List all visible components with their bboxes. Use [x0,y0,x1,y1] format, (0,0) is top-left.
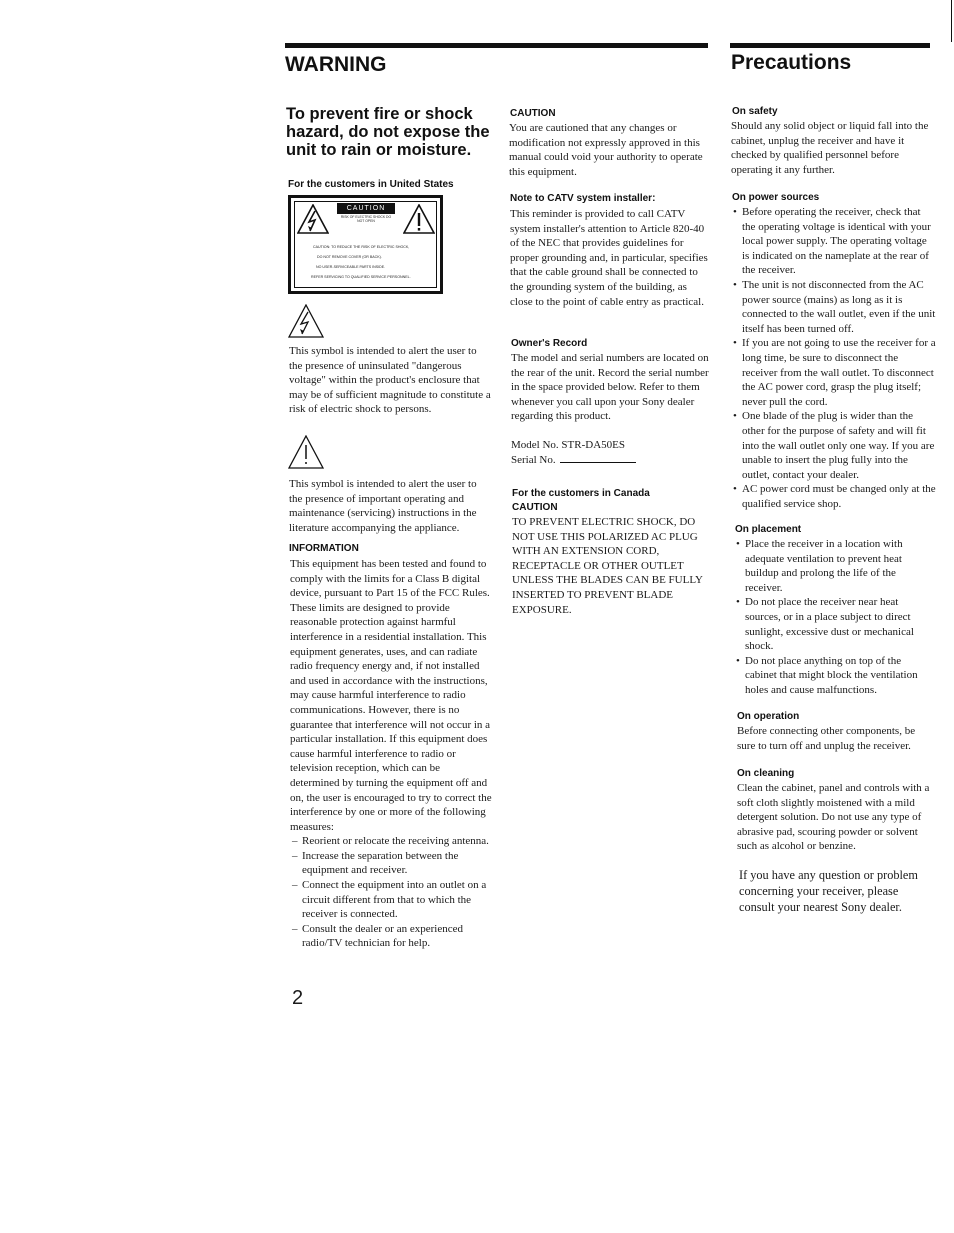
information-heading: INFORMATION [289,543,359,554]
warning-header-rule [285,43,708,48]
catv-text: This reminder is provided to call CATV system installer's attention to Article 820-40 of the NEC that provides guidelines for proper grounding and, in particular, specifies that the cable ground shall be connected to the grounding system of the building, as close to the point of cable entry as practical. [510,208,708,308]
fire-shock-warning: To prevent fire or shock hazard, do not expose the unit to rain or moisture. [286,105,490,159]
page-edge-line [951,0,952,42]
label-line-2: DO NOT REMOVE COVER (OR BACK). [317,255,382,259]
measure-item: – Connect the equipment into an outlet on a circuit different from that to which the receiver is connected. [292,878,492,922]
serial-number-row [511,453,711,468]
warning-heading: WARNING [285,53,387,76]
label-line-1: CAUTION: TO REDUCE THE RISK OF ELECTRIC SHOCK, [313,245,410,249]
symbol1-description: This symbol is intended to alert the user to the presence of uninsulated "dangerous voltage" within the product's enclosure that may be of sufficient magnitude to constitute a risk of electric shock to persons. [289,345,491,416]
lightning-symbol-icon [288,304,324,338]
precautions-header-rule [730,43,930,48]
canada-caution-heading: CAUTION [512,502,558,513]
owners-record-text: The model and serial numbers are located on the rear of the unit. Record the serial number in the space provided below. Refer to them whenever you call upon your Sony dealer regarding this product. [511,352,709,423]
symbol2-description: This symbol is intended to alert the user to the presence of important operating and maintenance (servicing) instructions in the literature accompanying the appliance. [289,478,477,534]
risk-text: RISK OF ELECTRIC SHOCK DO NOT OPEN [340,215,392,223]
information-text [290,557,492,951]
on-placement-heading: On placement [735,524,802,535]
page-number: 2 [292,987,304,1009]
power-item: • If you are not going to use the receiver for a long time, be sure to disconnect the receiver from the wall outlet. To disconnect the AC power cord, grasp the plug itself; never pull the cord. [732,336,936,409]
placement-item: • Do not place anything on top of the cabinet that might block the ventilation holes and cause malfunctions. [735,654,935,698]
power-item: • Before operating the receiver, check that the operating voltage is identical with your local power supply. The operating voltage is indicated on the nameplate at the rear of the receiver. [732,205,936,278]
precautions-heading: Precautions [731,51,852,74]
on-power-sources-heading: On power sources [732,192,820,203]
measure-item: – Consult the dealer or an experienced radio/TV technician for help. [292,922,492,951]
closing-note: If you have any question or problem concerning your receiver, please consult your nearest Sony dealer. [739,868,918,914]
measure-item: – Increase the separation between the equipment and receiver. [292,849,492,878]
canada-caution-text: TO PREVENT ELECTRIC SHOCK, DO NOT USE THIS POLARIZED AC PLUG WITH AN EXTENSION CORD, RECEPTACLE OR OTHER OUTLET UNLESS THE BLADES CAN BE FULLY INSERTED TO PREVENT BLADE EXPOSURE. [512,516,703,616]
us-customers-heading: For the customers in United States [288,179,454,190]
lightning-warning-icon [297,204,329,234]
caution-heading: CAUTION [510,108,556,119]
warning-column [286,105,490,159]
caution-banner-text: CAUTION [346,205,386,212]
information-para-1: This equipment has been tested and found to comply with the limits for a Class B digital device, pursuant to Part 15 of the FCC Rules. [290,558,490,600]
label-line-3: NO USER-SERVICEABLE PARTS INSIDE. [316,265,386,269]
placement-list [735,537,935,698]
on-safety-heading: On safety [732,106,778,117]
label-line-4: REFER SERVICING TO QUALIFIED SERVICE PERSONNEL. [311,275,411,279]
on-safety-text: Should any solid object or liquid fall into the cabinet, unplug the receiver and have it checked by qualified personnel before operating it any further. [731,120,929,176]
measure-item: – Reorient or relocate the receiving antenna. [292,834,492,849]
power-item: • The unit is not disconnected from the AC power source (mains) as long as it is connected to the wall outlet, even if the unit itself has been turned off. [732,278,936,336]
on-operation-heading: On operation [737,711,800,722]
serial-number-blank [560,453,636,463]
exclamation-warning-icon [403,204,435,234]
caution-banner [337,203,395,214]
on-operation-text: Before connecting other components, be sure to turn off and unplug the receiver. [737,725,916,752]
power-item: • One blade of the plug is wider than the other for the purpose of safety and will fit into the wall outlet only one way. If you are unable to insert the plug fully into the outlet, contact your dealer. [732,409,936,482]
owners-record-heading: Owner's Record [511,338,588,349]
on-cleaning-heading: On cleaning [737,768,795,779]
catv-heading: Note to CATV system installer: [510,193,656,204]
caution-text: You are cautioned that any changes or modification not expressly approved in this manual could void your authority to operate this equipment. [509,122,703,178]
model-number: Model No. STR-DA50ES [511,439,625,451]
serial-number-label: Serial No. [511,454,556,466]
exclamation-symbol-icon [288,435,324,469]
on-cleaning-text: Clean the cabinet, panel and controls with a soft cloth slightly moistened with a mild detergent solution. Do not use any type of abrasive pad, scouring powder or solvent such as alcohol or benzine. [737,782,930,853]
power-item: • AC power cord must be changed only at the qualified service shop. [732,482,936,511]
power-sources-list [732,205,936,511]
measures-list [292,834,492,951]
placement-item: • Place the receiver in a location with adequate ventilation to prevent heat buildup and prolong the life of the receiver. [735,537,935,595]
canada-customers-heading: For the customers in Canada [512,488,650,499]
caution-label [288,195,443,294]
information-para-2: These limits are designed to provide reasonable protection against harmful interference in a residential installation. This equipment generates, uses, and can radiate radio frequency energy and, if not installed and used in accordance with the instructions, may cause harmful interference to radio communications. However, there is no guarantee that interference will not occur in a particular installation. If this equipment does cause harmful interference to radio or television reception, which can be determined by turning the equipment off and on, the user is encouraged to try to correct the interference by one or more of the following measures: [290,601,492,833]
placement-item: • Do not place the receiver near heat sources, or in a place subject to direct sunlight, excessive dust or mechanical shock. [735,595,935,653]
